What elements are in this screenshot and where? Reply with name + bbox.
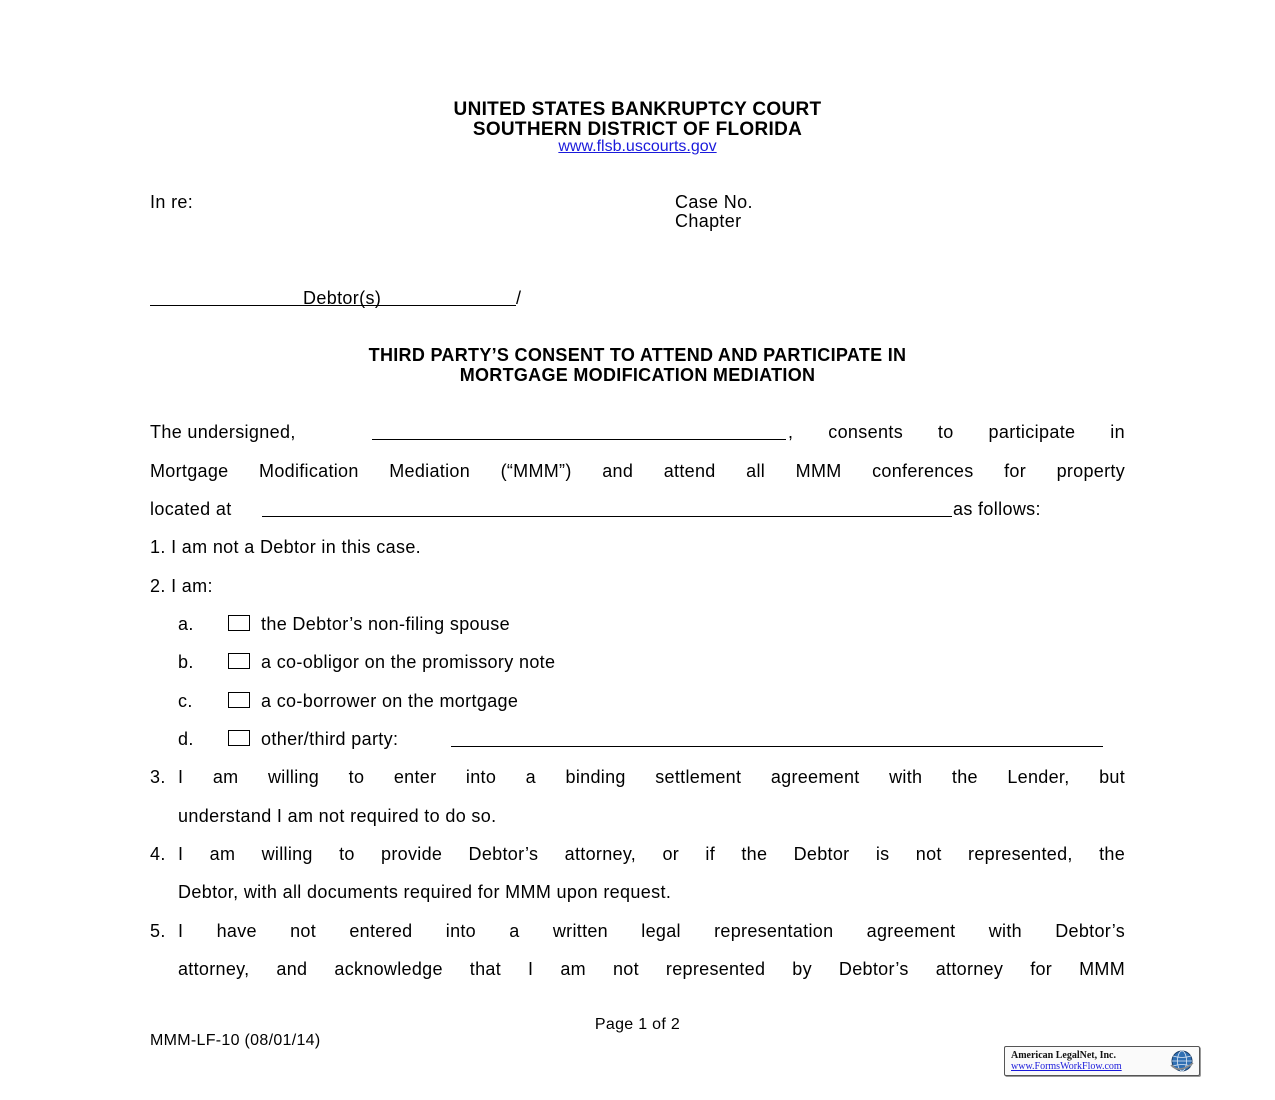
item-3-number: 3. [150,767,166,787]
other-party-blank[interactable] [451,746,1103,747]
option-b-checkbox[interactable] [228,653,250,669]
badge-url[interactable]: www.FormsWorkFlow.com [1011,1061,1122,1072]
document-title-line1: THIRD PARTY’S CONSENT TO ATTEND AND PARTICIPATE IN [368,345,907,365]
option-a-text: the Debtor’s non-filing spouse [261,614,510,634]
item-4-line2: Debtor, with all documents required for MMM upon request. [178,882,672,902]
option-d-checkbox[interactable] [228,730,250,746]
undersigned-label: The undersigned, [150,422,296,442]
page-number: Page 1 of 2 [594,1016,681,1033]
property-address-blank[interactable] [262,516,952,517]
as-follows-text: as follows: [953,499,1041,519]
form-id: MMM-LF-10 (08/01/14) [150,1032,321,1049]
item-5-line2: attorney, and acknowledge that I am not represented by Debtor’s attorney for MMM [178,959,1125,979]
document-title-line2: MORTGAGE MODIFICATION MEDIATION [459,365,816,385]
option-c-text: a co-borrower on the mortgage [261,691,519,711]
option-b-letter: b. [178,652,194,672]
item-3-line2: understand I am not required to do so. [178,806,497,826]
badge-company-name: American LegalNet, Inc. [1011,1050,1116,1061]
located-at-label: located at [150,499,232,519]
mmm-paragraph-line2: Mortgage Modification Mediation (“MMM”) and attend all MMM conferences for property [150,461,1125,481]
consents-text: , consents to participate in [788,422,1125,442]
court-name: UNITED STATES BANKRUPTCY COURT [453,99,822,120]
option-c-checkbox[interactable] [228,692,250,708]
item-5-line1: I have not entered into a written legal representation agreement with Debtor’s [178,921,1125,941]
globe-logo-icon [1169,1049,1195,1073]
undersigned-name-blank[interactable] [372,439,786,440]
chapter-label: Chapter [675,211,742,231]
item-4-number: 4. [150,844,166,864]
option-d-letter: d. [178,729,194,749]
debtors-label: Debtor(s) [303,288,382,308]
in-re-label: In re: [150,192,194,212]
court-website-link[interactable]: www.flsb.uscourts.gov [558,138,717,155]
case-no-label: Case No. [675,192,753,212]
item-5-number: 5. [150,921,166,941]
option-b-text: a co-obligor on the promissory note [261,652,556,672]
item-1: 1. I am not a Debtor in this case. [150,537,422,557]
caption-slash: / [516,288,522,308]
item-3-line1: I am willing to enter into a binding settlement agreement with the Lender, but [178,767,1125,787]
item-4-line1: I am willing to provide Debtor’s attorney, or if the Debtor is not represented, the [178,844,1125,864]
option-a-letter: a. [178,614,194,634]
american-legalnet-badge[interactable] [1004,1046,1200,1076]
option-d-text: other/third party: [261,729,399,749]
option-c-letter: c. [178,691,193,711]
option-a-checkbox[interactable] [228,615,250,631]
court-district: SOUTHERN DISTRICT OF FLORIDA [472,119,803,140]
item-2: 2. I am: [150,576,213,596]
